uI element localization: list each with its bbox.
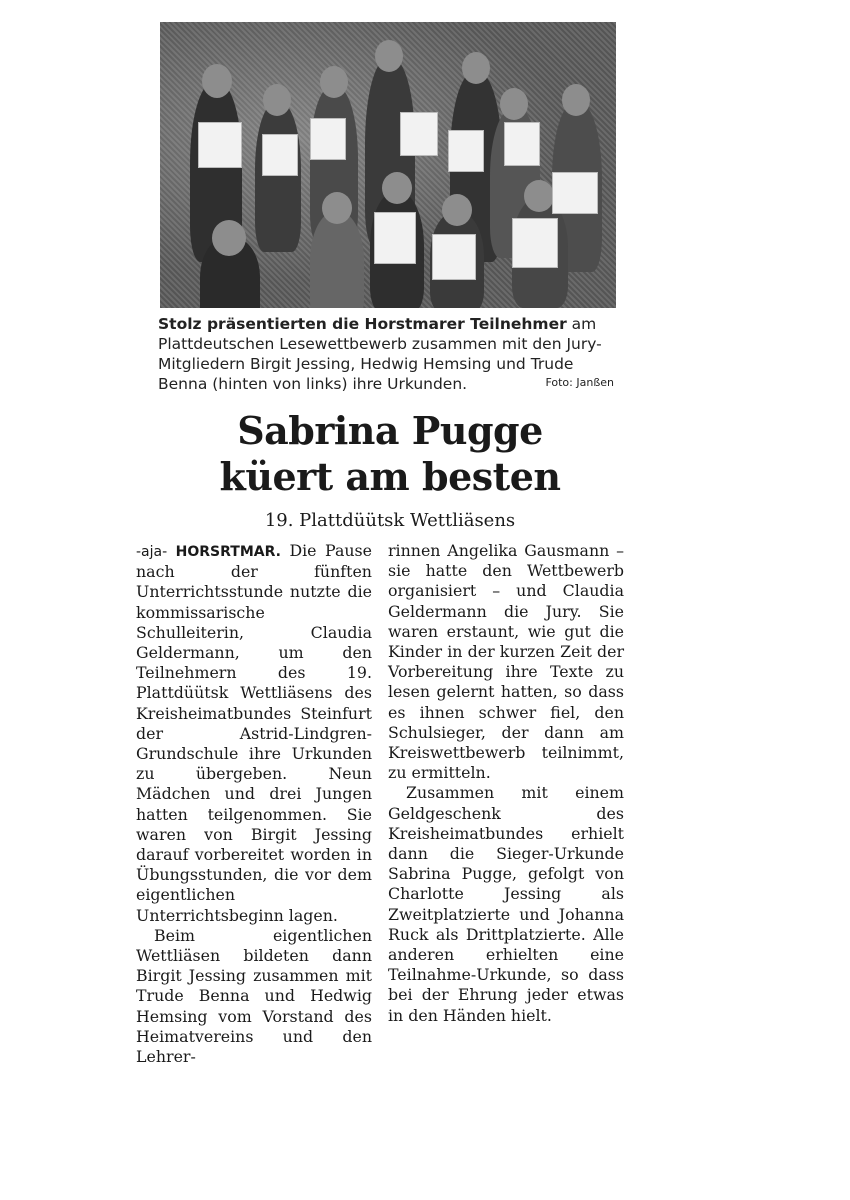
certificate xyxy=(552,172,598,214)
headline-line-2: küert am besten xyxy=(219,454,561,499)
photo-person xyxy=(255,102,301,252)
photo-head xyxy=(562,84,590,116)
headline-line-1: Sabrina Pugge xyxy=(237,408,543,453)
photo-head xyxy=(462,52,490,84)
caption-text: am Plattdeutschen Lesewettbewerb zusammen mit den Jury-Mitgliedern Birgit Jessing, Hedwig Hemsing und Trude Benna (hinten von links) ihre Urkunden. xyxy=(158,315,602,393)
certificate xyxy=(262,134,298,176)
subheadline: 19. Plattdüütsk Wettliäsens xyxy=(264,510,516,531)
article-paragraph xyxy=(136,541,372,926)
photo-head xyxy=(382,172,412,204)
certificate xyxy=(512,218,558,268)
certificate xyxy=(448,130,484,172)
certificate xyxy=(374,212,416,264)
photo-person xyxy=(310,212,364,308)
photo-head xyxy=(500,88,528,120)
place-name: HORSRTMAR. xyxy=(175,544,281,560)
photo-head xyxy=(202,64,232,98)
article-column-right xyxy=(388,541,624,1026)
photo-head xyxy=(212,220,246,256)
certificate xyxy=(504,122,540,166)
certificate xyxy=(400,112,438,156)
dateline: -aja- xyxy=(136,544,168,560)
article-paragraph: Beim eigentlichen Wettliäsen bildeten dann Birgit Jessing zusammen mit Trude Benna und Hedwig Hemsing vom Vorstand des Heimatvereins und den Lehrer- xyxy=(136,925,372,1067)
photo-caption xyxy=(158,314,618,394)
caption-lead: Stolz präsentierten die Horstmarer Teilnehmer xyxy=(158,315,567,333)
headline xyxy=(160,408,620,500)
photo-head xyxy=(442,194,472,226)
photo-credit: Foto: Janßen xyxy=(545,376,614,389)
photo-head xyxy=(524,180,554,212)
article-paragraph: Zusammen mit einem Geldgeschenk des Kreisheimatbundes erhielt dann die Sieger-Urkunde Sabrina Pugge, gefolgt von Charlotte Jessing als Zweitplatzierte und Johanna Ruck als Drittplatzierte. Alle anderen erhielten eine Teilnahme-Urkunde, so dass bei der Ehrung jeder etwas in den Händen hielt. xyxy=(388,783,624,1025)
certificate xyxy=(198,122,242,168)
certificate xyxy=(310,118,346,160)
article-column-left xyxy=(136,541,372,1067)
photo-head xyxy=(322,192,352,224)
certificate xyxy=(432,234,476,280)
photo-head xyxy=(320,66,348,98)
article-paragraph: rinnen Angelika Gausmann – sie hatte den Wettbewerb organisiert – und Claudia Geldermann die Jury. Sie waren erstaunt, wie gut die Kinder in der kurzen Zeit der Vorbereitung ihre Texte zu lesen gelernt hatten, so dass es ihnen schwer fiel, den Schulsieger, der dann am Kreiswettbewerb teilnimmt, zu ermitteln. xyxy=(388,541,624,783)
paragraph-text: Die Pause nach der fünften Unterrichtsstunde nutzte die kommissarische Schulleiterin, Claudia Geldermann, um den Teilnehmern des 19. Plattdüütsk Wettliäsens des Kreisheimatbundes Steinfurt der Astrid-Lindgren-Grundschule ihre Urkunden zu übergeben. Neun Mädchen und drei Jungen hatten teilgenommen. Sie waren von Birgit Jessing darauf vorbereitet worden in Übungsstunden, die vor dem eigentlichen Unterrichtsbeginn lagen. xyxy=(136,541,372,925)
group-photo xyxy=(160,22,616,308)
photo-head xyxy=(375,40,403,72)
photo-head xyxy=(263,84,291,116)
